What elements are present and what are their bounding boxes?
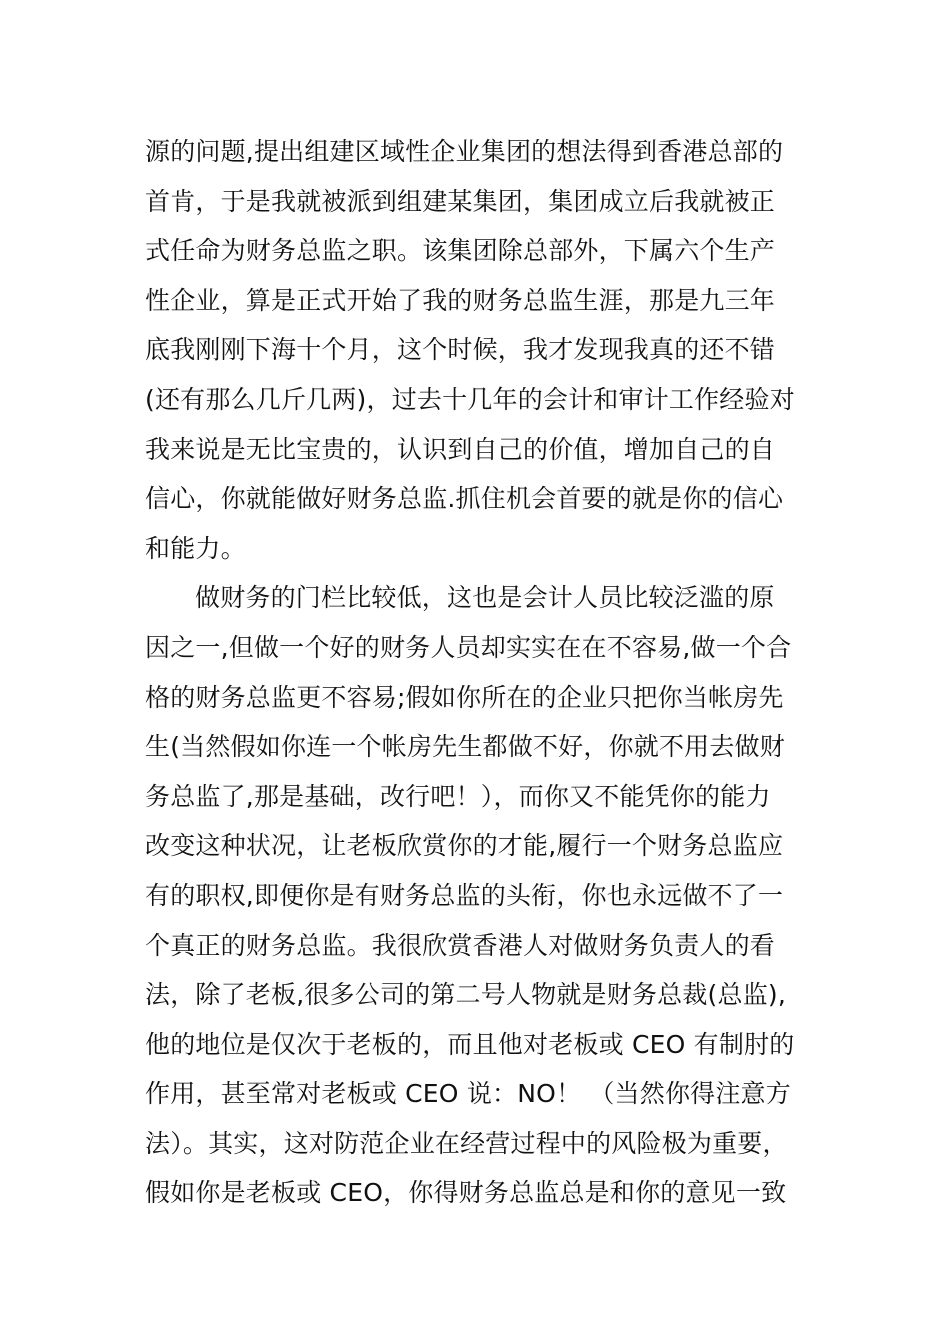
text-line: 法，除了老板,很多公司的第二号人物就是财务总裁(总监),	[145, 980, 787, 1010]
text-line: (还有那么几斤几两)，过去十几年的会计和审计工作经验对	[145, 384, 795, 414]
text-line: 有的职权,即便你是有财务总监的头衔，你也永远做不了一	[145, 880, 784, 910]
text-line: 我来说是无比宝贵的，认识到自己的价值，增加自己的自	[145, 434, 776, 464]
paragraph-first-line: 做财务的门栏比较低，这也是会计人员比较泛滥的原	[195, 583, 775, 613]
body-text	[145, 127, 815, 1218]
text-line: 法）。其实，这对防范企业在经营过程中的风险极为重要，	[145, 1128, 788, 1158]
text-line: 信心，你就能做好财务总监.抓住机会首要的就是你的信心	[145, 484, 784, 514]
text-line: 假如你是老板或 CEO，你得财务总监总是和你的意见一致	[145, 1178, 787, 1208]
text-line: 性企业，算是正式开始了我的财务总监生涯，那是九三年	[145, 285, 776, 315]
text-line: 底我刚刚下海十个月，这个时候，我才发现我真的还不错	[145, 335, 776, 365]
text-line: 改变这种状况，让老板欣赏你的才能,履行一个财务总监应	[145, 831, 784, 861]
text-line: 源的问题,提出组建区域性企业集团的想法得到香港总部的	[145, 137, 784, 166]
text-line: 因之一,但做一个好的财务人员却实实在在不容易,做一个合	[145, 632, 792, 662]
text-line: 式任命为财务总监之职。该集团除总部外，下属六个生产	[145, 236, 776, 266]
text-line: 生(当然假如你连一个帐房先生都做不好，你就不用去做财	[145, 732, 785, 762]
text-line: 他的地位是仅次于老板的，而且他对老板或 CEO 有制肘的	[145, 1029, 795, 1059]
text-line: 作用，甚至常对老板或 CEO 说：NO！ （当然你得注意方	[145, 1079, 791, 1109]
text-line: 务总监了,那是基础，改行吧！），而你又不能凭你的能力	[145, 781, 771, 811]
text-line: 首肯，于是我就被派到组建某集团，集团成立后我就被正	[145, 186, 776, 216]
text-line: 个真正的财务总监。我很欣赏香港人对做财务负责人的看	[145, 930, 776, 960]
text-line: 和能力。	[145, 533, 246, 563]
text-line: 格的财务总监更不容易;假如你所在的企业只把你当帐房先	[145, 682, 784, 712]
